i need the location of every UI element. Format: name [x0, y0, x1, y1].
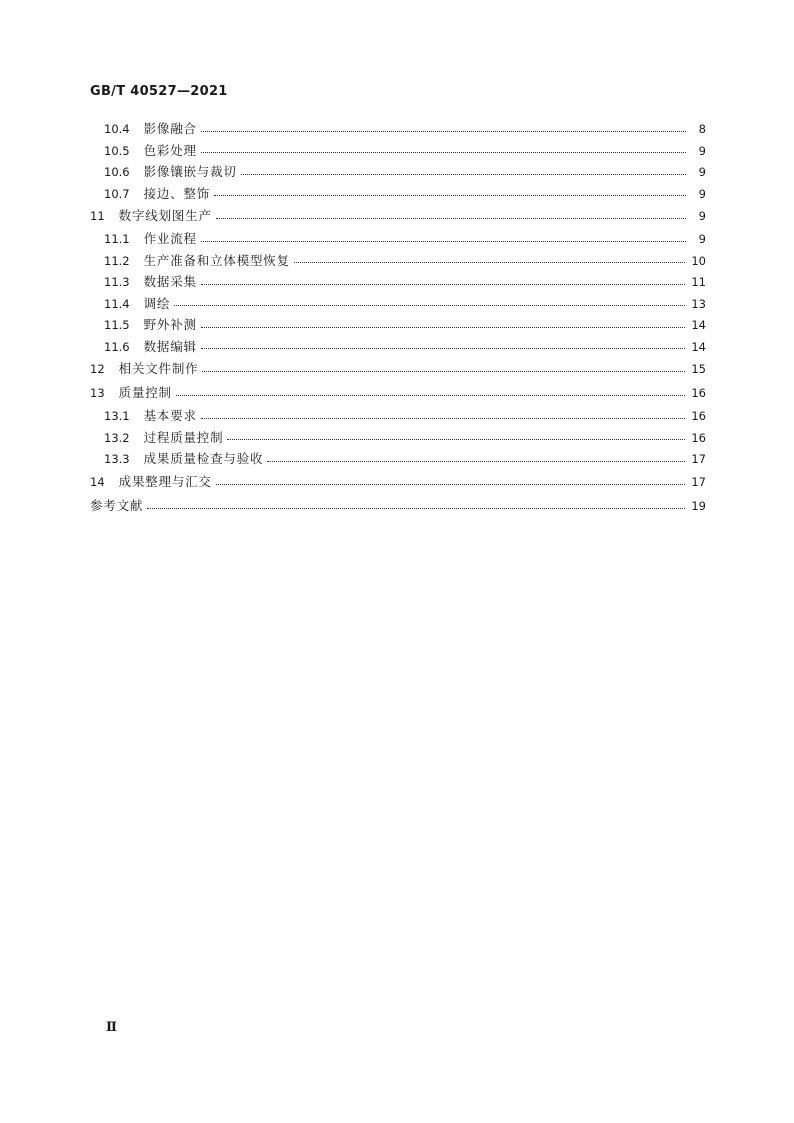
toc-entry-title: 数据编辑 — [143, 338, 197, 354]
toc-entry-number: 11.2 — [104, 253, 130, 268]
toc-entry-page: 9 — [698, 186, 706, 201]
dot-leader — [201, 417, 686, 419]
dot-leader — [201, 151, 686, 153]
dot-leader — [267, 460, 685, 462]
toc-entry-number: 13.2 — [104, 430, 130, 445]
dot-leader — [241, 173, 686, 175]
toc-entry[interactable] — [90, 228, 706, 250]
dot-leader — [202, 370, 685, 372]
toc-entry-title: 数字线划图生产 — [118, 208, 212, 223]
toc-entry-page: 14 — [691, 339, 706, 354]
toc-entry-number: 11 — [90, 209, 105, 223]
dot-leader — [147, 507, 685, 509]
toc-entry[interactable] — [90, 448, 706, 470]
dot-leader — [216, 483, 686, 485]
toc-entry-page: 9 — [698, 143, 706, 158]
toc-entry-page: 17 — [691, 474, 706, 489]
toc-entry-title: 调绘 — [143, 295, 171, 311]
dot-leader — [201, 283, 686, 285]
page-number: Ⅱ — [106, 1020, 117, 1035]
dot-leader — [214, 194, 686, 196]
toc-entry-title: 接边、整饰 — [143, 185, 211, 201]
document-code: GB/T 40527—2021 — [90, 84, 228, 99]
toc-entry-page: 19 — [691, 498, 706, 513]
toc-entry-page: 11 — [691, 275, 706, 289]
toc-entry-title: 参考文献 — [90, 497, 144, 513]
toc-entry-title: 相关文件制作 — [118, 361, 199, 376]
toc-entry-title: 影像融合 — [143, 121, 197, 136]
toc-entry[interactable] — [90, 381, 706, 405]
toc-entry-page: 8 — [698, 122, 706, 136]
toc-entry-title: 色彩处理 — [143, 142, 197, 158]
toc-entry-title: 成果整理与汇交 — [118, 473, 212, 489]
toc-entry-number: 13 — [90, 386, 105, 400]
toc-entry-number: 11.4 — [104, 296, 130, 311]
toc-entry-number: 10.7 — [104, 186, 130, 201]
toc-entry[interactable] — [90, 161, 706, 183]
toc-entry-page: 15 — [691, 362, 706, 376]
toc-entry-page: 16 — [691, 386, 706, 400]
toc-entry-page: 16 — [691, 430, 706, 445]
toc-entry[interactable] — [90, 204, 706, 228]
dot-leader — [201, 347, 686, 349]
toc-entry-number: 13.3 — [104, 452, 130, 466]
toc-entry-number: 14 — [90, 474, 105, 489]
toc-entry-title: 生产准备和立体模型恢复 — [143, 252, 290, 268]
toc-entry-title: 影像镶嵌与裁切 — [143, 164, 237, 179]
toc-entry-number: 10.6 — [104, 165, 130, 179]
toc-entry-page: 9 — [698, 165, 706, 179]
toc-entry[interactable] — [90, 336, 706, 358]
table-of-contents — [90, 118, 706, 518]
dot-leader — [227, 438, 685, 440]
toc-entry-title: 基本要求 — [143, 408, 197, 423]
toc-entry[interactable] — [90, 494, 706, 518]
toc-entry-number: 11.1 — [104, 232, 130, 246]
toc-entry[interactable] — [90, 140, 706, 162]
toc-entry-title: 数据采集 — [143, 274, 197, 289]
dot-leader — [216, 217, 686, 219]
dot-leader — [201, 240, 686, 242]
toc-entry-title: 质量控制 — [118, 385, 172, 400]
toc-entry-page: 10 — [691, 253, 706, 268]
toc-entry-number: 11.5 — [104, 318, 130, 332]
toc-entry[interactable] — [90, 470, 706, 494]
toc-entry[interactable] — [90, 427, 706, 449]
toc-entry-page: 13 — [691, 296, 706, 311]
toc-entry[interactable] — [90, 314, 706, 336]
dot-leader — [176, 394, 686, 396]
toc-entry-title: 成果质量检查与验收 — [143, 451, 264, 466]
toc-entry[interactable] — [90, 118, 706, 140]
toc-entry-title: 过程质量控制 — [143, 429, 224, 445]
dot-leader — [201, 326, 686, 328]
toc-entry-page: 14 — [691, 318, 706, 332]
toc-entry-number: 12 — [90, 362, 105, 376]
toc-entry[interactable] — [90, 357, 706, 381]
toc-entry-number: 13.1 — [104, 409, 130, 423]
toc-entry[interactable] — [90, 293, 706, 315]
toc-entry[interactable] — [90, 250, 706, 272]
dot-leader — [294, 261, 685, 263]
toc-entry-number: 10.5 — [104, 143, 130, 158]
toc-entry[interactable] — [90, 271, 706, 293]
toc-entry[interactable] — [90, 183, 706, 205]
toc-entry-page: 9 — [698, 232, 706, 246]
toc-entry-number: 11.6 — [104, 339, 130, 354]
toc-entry-title: 野外补测 — [143, 317, 197, 332]
dot-leader — [201, 130, 686, 132]
toc-entry-page: 16 — [691, 409, 706, 423]
toc-entry-page: 17 — [691, 452, 706, 466]
toc-entry-page: 9 — [698, 209, 706, 223]
toc-entry-number: 10.4 — [104, 122, 130, 136]
toc-entry-title: 作业流程 — [143, 231, 197, 246]
dot-leader — [174, 304, 685, 306]
toc-entry-number: 11.3 — [104, 275, 130, 289]
toc-entry[interactable] — [90, 405, 706, 427]
